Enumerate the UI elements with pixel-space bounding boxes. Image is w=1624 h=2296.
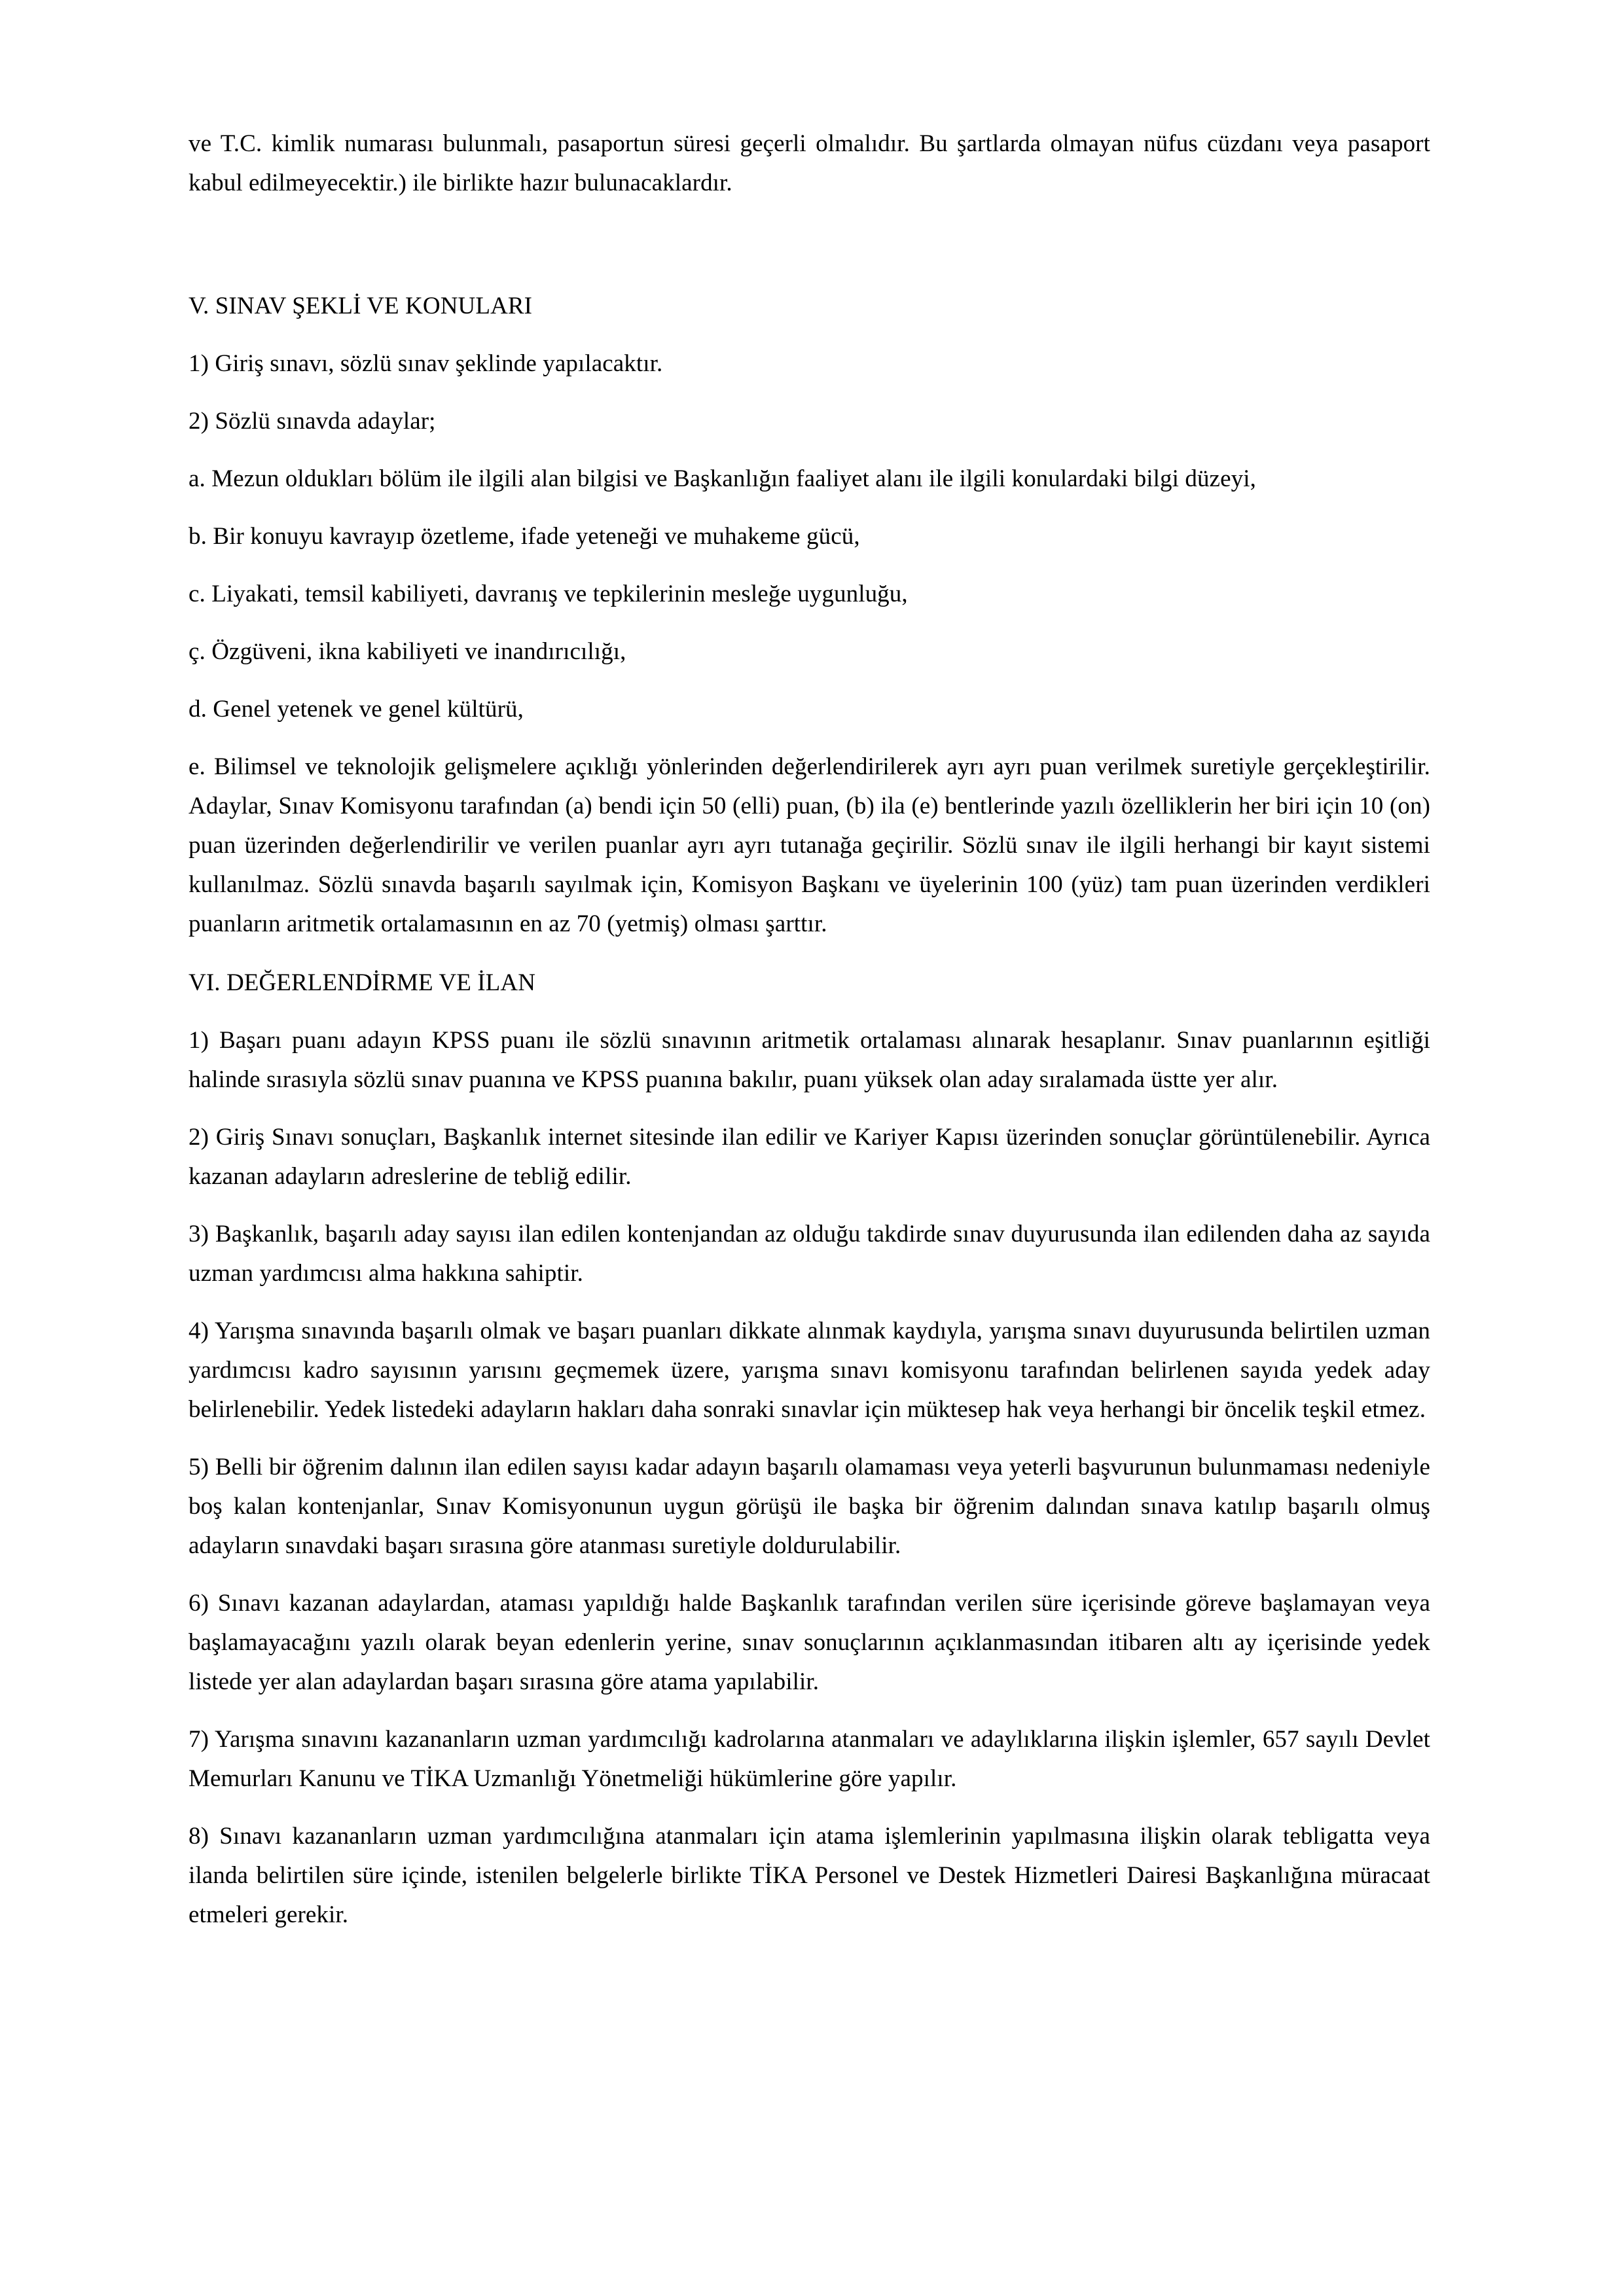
section-v-item-2: 2) Sözlü sınavda adaylar; [189, 408, 436, 435]
section-vi-item-8: 8) Sınavı kazananların uzman yardımcılığına atanmaları için atama işlemlerinin yapılmasına ilişkin olarak tebligatta veya ilanda belirtilen süre içinde, istenilen belgelerle birlikte TİKA Personel ve Destek Hizmetleri Dairesi Başkanlığına müracaat etmeleri gerekir. [189, 1823, 1430, 1928]
spacer [189, 1293, 1430, 1312]
spacer [189, 499, 1430, 517]
spacer [189, 1702, 1430, 1720]
spacer-before-section-v [189, 203, 1430, 287]
section-v-item-1: 1) Giriş sınavı, sözlü sınav şeklinde yapılacaktır. [189, 350, 663, 377]
spacer [189, 729, 1430, 747]
spacer-before-section-vi [189, 944, 1430, 963]
section-vi-item-5: 5) Belli bir öğrenim dalının ilan edilen sayısı kadar adayın başarılı olamaması veya yeterli başvurunun bulunmaması nedeniyle boş kalan kontenjanlar, Sınav Komisyonunun uygun görüşü ile başka bir öğrenim dalından sınava katılıp başarılı olmuş adayların sınavdaki başarı sırasına göre atanması suretiyle doldurulabilir. [189, 1454, 1430, 1559]
spacer [189, 1799, 1430, 1817]
section-v-item-d: d. Genel yetenek ve genel kültürü, [189, 696, 524, 723]
spacer [189, 1196, 1430, 1215]
section-vi-item-6: 6) Sınavı kazanan adaylardan, ataması yapıldığı halde Başkanlık tarafından verilen süre içerisinde göreve başlamayan veya başlamayacağını yazılı olarak beyan edenlerin yerine, sınav sonuçlarının açıklanmasından itibaren altı ay içerisinde yedek listede yer alan adaylardan başarı sırasına göre atama yapılabilir. [189, 1590, 1430, 1695]
section-vi-item-4: 4) Yarışma sınavında başarılı olmak ve başarı puanları dikkate alınmak kaydıyla, yarışma sınavı duyurusunda belirtilen uzman yardımcısı kadro sayısının yarısını geçmemek üzere, yarışma sınavı komisyonu tarafından belirlenen sayıda yedek aday belirlenebilir. Yedek listedeki adayların hakları daha sonraki sınavlar için müktesep hak veya herhangi bir öncelik teşkil etmez. [189, 1318, 1430, 1423]
section-vi-item-7: 7) Yarışma sınavını kazananların uzman yardımcılığı kadrolarına atanmaları ve adaylıklarına ilişkin işlemler, 657 sayılı Devlet Memurları Kanunu ve TİKA Uzmanlığı Yönetmeliği hükümlerine göre yapılır. [189, 1726, 1430, 1792]
section-v-item-c-cedilla: ç. Özgüveni, ikna kabiliyeti ve inandırıcılığı, [189, 638, 626, 665]
spacer [189, 556, 1430, 575]
spacer [189, 1100, 1430, 1118]
section-vi-item-2: 2) Giriş Sınavı sonuçları, Başkanlık internet sitesinde ilan edilir ve Kariyer Kapısı üzerinden sonuçlar görüntülenebilir. Ayrıca kazanan adayların adreslerine de tebliğ edilir. [189, 1124, 1430, 1190]
section-heading-vi: VI. DEĞERLENDİRME VE İLAN [189, 969, 536, 996]
section-v-item-a: a. Mezun oldukları bölüm ile ilgili alan bilgisi ve Başkanlığın faaliyet alanı ile ilgili konulardaki bilgi düzeyi, [189, 465, 1256, 492]
spacer [189, 326, 1430, 344]
document-body [189, 124, 1430, 1935]
section-v-item-e: e. Bilimsel ve teknolojik gelişmelere açıklığı yönlerinden değerlendirilerek ayrı ayrı puan verilmek suretiyle gerçekleştirilir. Adaylar, Sınav Komisyonu tarafından (a) bendi için 50 (elli) puan, (b) ila (e) bentlerinde yazılı özelliklerin her biri için 10 (on) puan üzerinden değerlendirilir ve verilen puanlar ayrı ayrı tutanağa geçirilir. Sözlü sınav ile ilgili herhangi bir kayıt sistemi kullanılmaz. Sözlü sınavda başarılı sayılmak için, Komisyon Başkanı ve üyelerinin 100 (yüz) tam puan üzerinden verdikleri puanların aritmetik ortalamasının en az 70 (yetmiş) olması şarttır. [189, 753, 1430, 937]
spacer [189, 672, 1430, 690]
spacer [189, 384, 1430, 402]
section-vi-item-3: 3) Başkanlık, başarılı aday sayısı ilan edilen kontenjandan az olduğu takdirde sınav duyurusunda ilan edilenden daha az sayıda uzman yardımcısı alma hakkına sahiptir. [189, 1221, 1430, 1287]
spacer [189, 1566, 1430, 1584]
spacer [189, 1003, 1430, 1021]
section-vi-item-1: 1) Başarı puanı adayın KPSS puanı ile sözlü sınavının aritmetik ortalaması alınarak hesaplanır. Sınav puanlarının eşitliği halinde sırasıyla sözlü sınav puanına ve KPSS puanına bakılır, puanı yüksek olan aday sıralamada üstte yer alır. [189, 1027, 1430, 1093]
section-heading-v: V. SINAV ŞEKLİ VE KONULARI [189, 293, 533, 319]
spacer [189, 1429, 1430, 1448]
section-v-item-c: c. Liyakati, temsil kabiliyeti, davranış ve tepkilerinin mesleğe uygunluğu, [189, 581, 908, 607]
spacer [189, 441, 1430, 459]
section-v-item-b: b. Bir konuyu kavrayıp özetleme, ifade yeteneği ve muhakeme gücü, [189, 523, 860, 550]
spacer [189, 614, 1430, 632]
opening-paragraph: ve T.C. kimlik numarası bulunmalı, pasaportun süresi geçerli olmalıdır. Bu şartlarda olmayan nüfus cüzdanı veya pasaport kabul edilmeyecektir.) ile birlikte hazır bulunacaklardır. [189, 130, 1430, 196]
